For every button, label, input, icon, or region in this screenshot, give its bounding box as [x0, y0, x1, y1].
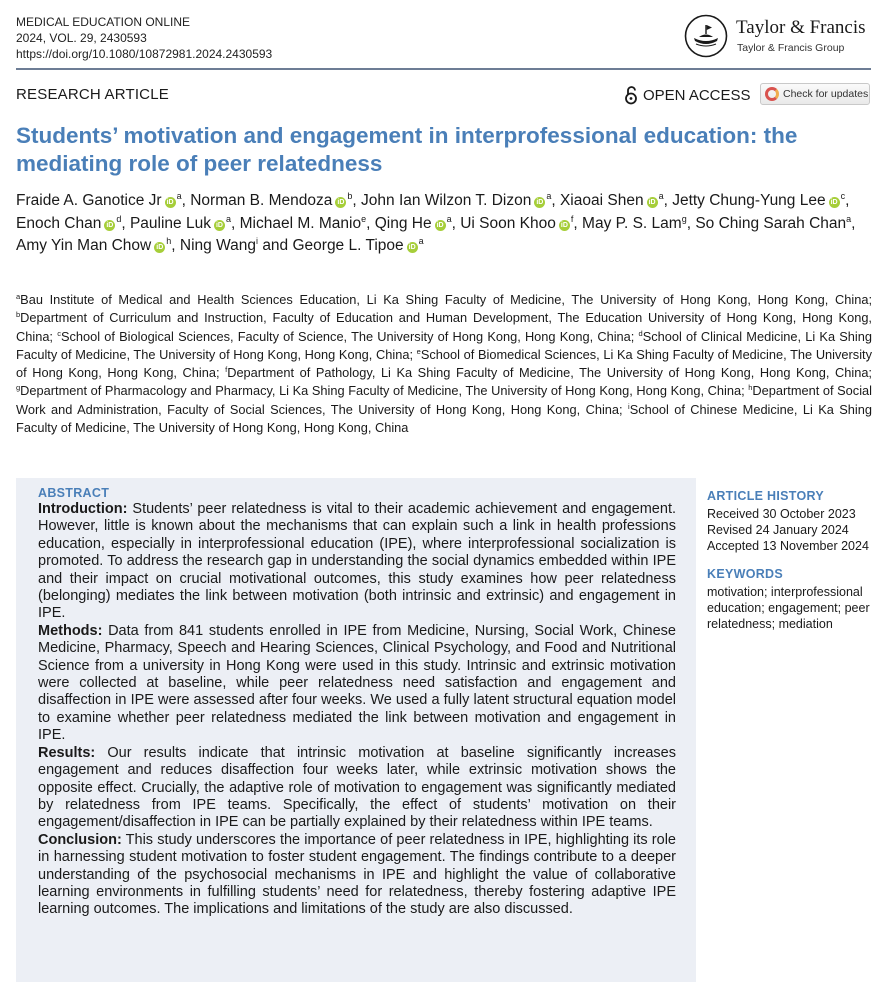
author-list: [16, 190, 876, 258]
affiliation-marker: b: [347, 191, 353, 201]
author-name[interactable]: and George L. Tipoe $iD^a$: [262, 236, 424, 255]
open-access-label: OPEN ACCESS: [643, 86, 751, 104]
orcid-icon[interactable]: iD: [536, 199, 544, 206]
author-name[interactable]: Xiaoai Shen $iD^a$,: [559, 191, 673, 209]
author-name[interactable]: May P. S. Lam$^g$,: [582, 213, 696, 232]
check-for-updates-button[interactable]: [760, 83, 870, 105]
author-name[interactable]: Qing He $iD^a$,: [374, 213, 461, 232]
orcid-icon[interactable]: iD: [408, 244, 416, 252]
orcid-icon[interactable]: iD: [106, 221, 114, 229]
affiliation-key: b: [16, 310, 21, 320]
affiliation-key: g: [16, 383, 21, 393]
author-name[interactable]: So Ching Sarah Chan$^a$,: [695, 213, 856, 232]
orcid-icon[interactable]: iD: [166, 199, 174, 206]
affiliation-text: School of Chinese Medicine, Li Ka Shing Faculty of Medicine, The University of Hong Kong, Hong Kong, China: [16, 401, 872, 436]
affiliation-key: a: [16, 292, 21, 301]
crossmark-icon: [765, 87, 779, 101]
orcid-icon[interactable]: iD: [436, 221, 444, 229]
orcid-icon[interactable]: iD: [337, 199, 345, 206]
taylor-francis-logo-icon: [684, 14, 728, 58]
affiliation-text: Department of Social Work and Administration, Faculty of Social Sciences, The University of Hong Kong, Hong Kong, China;: [16, 383, 872, 417]
affiliation-marker: a: [418, 236, 424, 247]
affiliations: [16, 291, 872, 437]
header-divider: [16, 68, 871, 70]
affiliation-text: School of Clinical Medicine, Li Ka Shing Faculty of Medicine, The University of Hong Kong, Hong Kong, China;: [16, 328, 872, 362]
publisher-group: Taylor & Francis Group: [737, 42, 845, 54]
article-type: RESEARCH ARTICLE: [16, 86, 169, 103]
affiliation-marker: d: [116, 213, 122, 224]
affiliation-marker: i: [256, 236, 258, 247]
affiliation-key: i: [628, 401, 630, 411]
affiliation-text: School of Biological Sciences, Faculty of Science, The University of Hong Kong, Hong Kong, China;: [60, 328, 639, 344]
affiliation-text: Department of Pharmacology and Pharmacy, Li Ka Shing Faculty of Medicine, The University of Hong Kong, Hong Kong, China;: [20, 383, 749, 399]
author-name[interactable]: Jetty Chung-Yung Lee $iD^c$,: [672, 191, 850, 209]
affiliation-marker: a: [446, 213, 452, 224]
affiliation-text: Bau Institute of Medical and Health Sciences Education, Li Ka Shing Faculty of Medicine, The University of Hong Kong, Hong Kong, China;: [20, 292, 872, 307]
abstract-heading: ABSTRACT: [38, 486, 110, 500]
abstract-methods: Methods: Data from 841 students enrolled in IPE from Medicine, Nursing, Social Work, Chinese Medicine, Pharmacy, Speech and Hearing Sciences, Clinical Psychology, and Food and Nutritional Science from a university in Hong Kong were used in this study. Intrinsic and extrinsic motivation were collected at baseline, while peer relatedness need satisfaction and engagement and disaffection in IPE were assessed after four weeks. We used a fully latent structural equation model to examine whether peer relatedness mediated the link between motivation and engagement in IPE.: [38, 622, 676, 744]
article-title: Students’ motivation and engagement in interprofessional education: the mediating role of peer relatedness: [16, 123, 798, 176]
affiliation-text: Department of Curriculum and Instruction, Faculty of Education and Human Development, The Education University of Hong Kong, Hong Kong, China;: [16, 310, 872, 344]
abstract-conclusion: Conclusion: This study underscores the importance of peer relatedness in IPE, highlighting its role in harnessing student motivation to foster student engagement. The findings contribute to a deeper understanding of the psychosocial mechanisms in IPE and highlight the value of collaborative learning environments in fulfilling students’ need for relatedness, thereby fostering adaptive IPE learning outcomes. The implications and limitations of the study are also discussed.: [38, 831, 676, 918]
abstract-results: Results: Our results indicate that intrinsic motivation at baseline significantly increases engagement and reduces disaffection four weeks later, while extrinsic motivation shows the opposite effect. Crucially, the adaptive role of motivation to engagement was significantly mediated by relatedness from IPE teams. Specifically, the effect of students’ motivation on their engagement/disaffection in IPE can be partially explained by their relatedness within IPE teams.: [38, 744, 676, 831]
open-lock-icon: [624, 85, 638, 105]
affiliation-key: d: [638, 328, 643, 338]
affiliation-key: c: [57, 328, 61, 338]
author-name[interactable]: Ning Wang$^i$: [179, 236, 258, 255]
affiliation-marker: a: [846, 213, 852, 224]
affiliation-marker: a: [225, 213, 231, 224]
abstract-box: [16, 478, 696, 982]
author-name[interactable]: Amy Yin Man Chow $iD^h$,: [16, 236, 180, 255]
journal-name: MEDICAL EDUCATION ONLINE: [16, 15, 191, 29]
abstract-introduction: Introduction: Students’ peer relatedness is vital to their academic achievement and engagement. However, little is known about the mechanisms that can explain such a link in health professions education, especially in interprofessional education (IPE), where interprofessional socialization is promoted. To address the research gap in understanding the social dynamics embedded within IPE and their impact on crucial motivational outcomes, this study examines how peer relatedness (belonging) mediates the link between motivation (both intrinsic and extrinsic) and engagement in IPE.: [38, 501, 676, 622]
author-name[interactable]: Pauline Luk $iD^a$,: [129, 213, 240, 232]
orcid-icon[interactable]: iD: [156, 244, 164, 252]
author-name[interactable]: Ui Soon Khoo $iD^f$,: [460, 213, 583, 232]
affiliation-marker: h: [166, 236, 172, 247]
author-name[interactable]: Fraide A. Ganotice Jr $iD^a$,: [16, 191, 191, 209]
affiliation-marker: f: [570, 213, 574, 224]
accepted-date: Accepted 13 November 2024: [707, 539, 869, 553]
article-sidebar: [707, 489, 877, 633]
affiliation-key: e: [416, 346, 421, 356]
affiliation-text: School of Biomedical Sciences, Li Ka Shing Faculty of Medicine, The University of Hong Kong, Hong Kong, China;: [16, 346, 872, 381]
publisher-name: Taylor & Francis: [736, 17, 866, 38]
keywords-list: motivation; interprofessional education; engagement; peer relatedness; mediation: [707, 585, 870, 632]
affiliation-marker: a: [176, 191, 182, 201]
affiliation-marker: e: [361, 213, 367, 224]
author-name[interactable]: Norman B. Mendoza $iD^b$,: [190, 191, 362, 209]
affiliation-key: h: [748, 383, 753, 393]
affiliation-marker: g: [681, 213, 687, 224]
author-name[interactable]: Enoch Chan $iD^d$,: [16, 213, 130, 232]
affiliation-marker: a: [658, 191, 664, 201]
affiliation-marker: a: [546, 191, 552, 201]
author-name[interactable]: Michael M. Manio$^e$,: [239, 213, 375, 232]
article-history-heading: ARTICLE HISTORY: [707, 489, 825, 503]
orcid-icon[interactable]: iD: [560, 221, 568, 229]
open-access-badge: [624, 84, 751, 106]
revised-date: Revised 24 January 2024: [707, 523, 849, 537]
keywords-heading: KEYWORDS: [707, 567, 784, 581]
orcid-icon[interactable]: iD: [648, 199, 656, 206]
orcid-icon[interactable]: iD: [215, 221, 223, 229]
journal-meta: [16, 14, 272, 62]
check-for-updates-label: Check for updates: [783, 88, 869, 100]
affiliation-key: f: [225, 365, 228, 375]
author-name[interactable]: John Ian Wilzon T. Dizon $iD^a$,: [361, 191, 560, 209]
affiliation-marker: c: [840, 191, 846, 201]
affiliation-text: Department of Pathology, Li Ka Shing Faculty of Medicine, The University of Hong Kong, Hong Kong, China;: [227, 365, 872, 381]
doi-link[interactable]: https://doi.org/10.1080/10872981.2024.2430593: [16, 47, 273, 61]
received-date: Received 30 October 2023: [707, 507, 856, 521]
journal-volume: 2024, VOL. 29, 2430593: [16, 31, 147, 45]
orcid-icon[interactable]: iD: [830, 199, 838, 206]
publisher-logo-block[interactable]: [684, 12, 874, 64]
